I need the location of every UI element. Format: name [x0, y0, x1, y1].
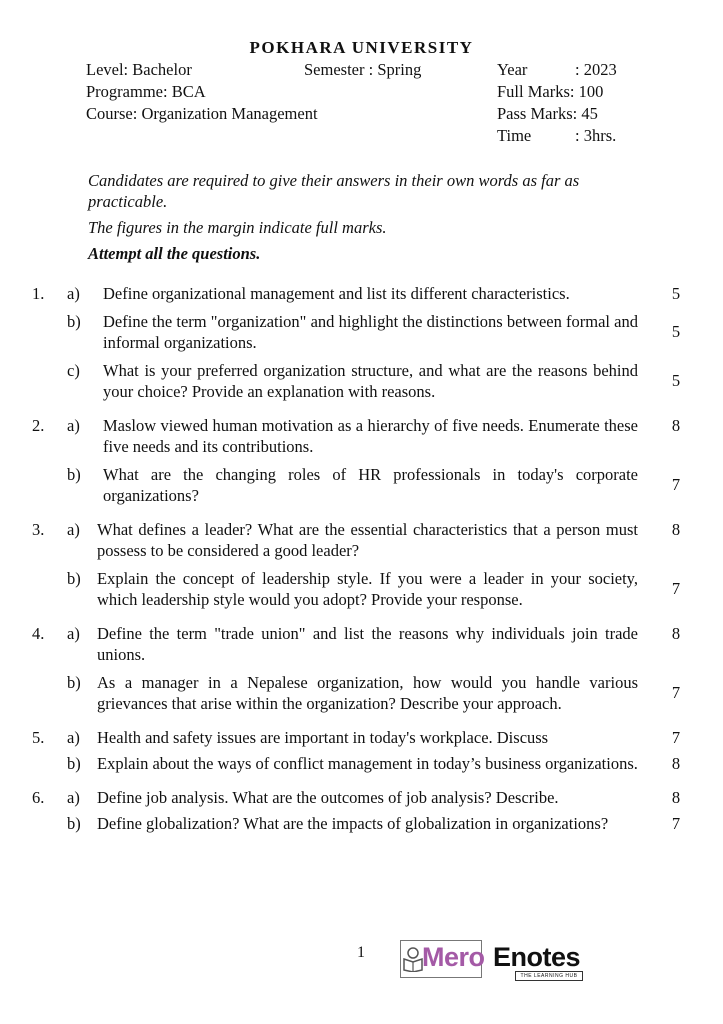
part-marks: 7	[671, 727, 681, 747]
exam-info-right	[497, 59, 617, 147]
part-label: b)	[67, 464, 81, 484]
part-marks: 5	[671, 284, 681, 303]
time-label: Time	[497, 126, 532, 145]
full-marks: Full Marks: 100	[497, 82, 604, 101]
question-part	[0, 568, 723, 611]
question-3	[0, 519, 723, 611]
exam-info-middle	[304, 59, 421, 81]
logo-text-enotes: Enotes	[493, 942, 581, 972]
question-number: 3.	[32, 519, 45, 539]
question-part	[0, 360, 723, 403]
question-part	[0, 519, 723, 562]
book-reader-icon	[403, 946, 423, 972]
part-label: b)	[67, 672, 81, 692]
programme: Programme: BCA	[86, 82, 206, 101]
year-value: : 2023	[575, 60, 617, 79]
part-marks: 8	[671, 787, 681, 807]
question-part	[0, 623, 723, 666]
meroenotes-logo	[400, 938, 592, 982]
part-text: Explain the concept of leadership style. If you were a leader in your society, which leadership style would you adopt? Provide your response.	[97, 568, 638, 609]
part-label: a)	[67, 415, 80, 435]
question-2	[0, 415, 723, 507]
part-marks: 7	[671, 682, 681, 702]
part-text: What defines a leader? What are the essential characteristics that a person must possess to be considered a good leader?	[97, 519, 638, 560]
part-text: Define organizational management and list its different characteristics.	[103, 284, 570, 303]
year-label: Year	[497, 60, 528, 79]
part-text: What is your preferred organization structure, and what are the reasons behind your choice? Provide an explanation with reasons.	[103, 360, 638, 401]
part-marks: 8	[671, 623, 681, 643]
question-number: 1.	[32, 284, 45, 303]
question-part	[0, 464, 723, 507]
part-marks: 8	[671, 519, 681, 539]
question-part	[0, 415, 723, 458]
part-marks: 7	[671, 814, 681, 833]
question-part	[0, 787, 723, 809]
instruction-attempt-all: Attempt all the questions.	[88, 244, 261, 263]
instruction-own-words: Candidates are required to give their answers in their own words as far as practicable.	[88, 171, 580, 211]
logo-text-mero: Mero	[422, 942, 485, 972]
question-5	[0, 727, 723, 775]
question-part	[0, 311, 723, 354]
course: Course: Organization Management	[86, 104, 318, 123]
part-marks: 7	[671, 474, 681, 494]
part-text: Define the term "trade union" and list the reasons why individuals join trade unions.	[97, 623, 638, 664]
part-marks: 5	[671, 321, 681, 341]
part-label: a)	[67, 519, 80, 539]
part-text: Define globalization? What are the impacts of globalization in organizations?	[97, 814, 609, 833]
page-number: 1	[357, 944, 365, 961]
instruction-marks: The figures in the margin indicate full marks.	[88, 218, 387, 237]
part-text: Health and safety issues are important in today's workplace. Discuss	[97, 727, 549, 747]
question-number: 5.	[32, 727, 45, 747]
part-text: As a manager in a Nepalese organization, how would you handle various grievances that arise within the organization? Describe your approach.	[97, 672, 638, 713]
level: Level: Bachelor	[86, 60, 192, 79]
part-marks: 7	[671, 578, 681, 598]
part-label: b)	[67, 754, 81, 773]
pass-marks: Pass Marks: 45	[497, 104, 598, 123]
semester: Semester : Spring	[304, 60, 422, 79]
question-part	[0, 813, 723, 835]
exam-info-left	[86, 59, 318, 125]
part-text: Define job analysis. What are the outcomes of job analysis? Describe.	[97, 787, 559, 807]
logo-tagline: THE LEARNING HUB	[515, 971, 583, 981]
question-part	[0, 672, 723, 715]
question-1	[0, 283, 723, 403]
part-text: Maslow viewed human motivation as a hierarchy of five needs. Enumerate these five needs and its contributions.	[103, 415, 638, 456]
part-marks: 8	[671, 415, 681, 435]
question-number: 2.	[32, 415, 45, 435]
part-label: a)	[67, 727, 80, 747]
part-label: b)	[67, 814, 81, 833]
time-value: : 3hrs.	[575, 126, 617, 145]
part-text: Define the term "organization" and highlight the distinctions between formal and informal organizations.	[103, 311, 638, 352]
part-label: b)	[67, 311, 81, 331]
question-part	[0, 727, 723, 749]
part-label: c)	[67, 360, 80, 380]
question-6	[0, 787, 723, 835]
question-number: 6.	[32, 787, 45, 807]
question-4	[0, 623, 723, 715]
part-label: a)	[67, 787, 80, 807]
part-marks: 8	[671, 754, 681, 773]
part-label: a)	[67, 284, 80, 303]
part-text: Explain about the ways of conflict management in today’s business organizations.	[97, 754, 638, 773]
part-label: b)	[67, 568, 81, 588]
year-row	[497, 59, 617, 81]
part-text: What are the changing roles of HR professionals in today's corporate organizations?	[103, 464, 638, 505]
part-marks: 5	[671, 370, 681, 390]
question-part	[0, 753, 723, 775]
instructions	[88, 170, 638, 269]
question-part	[0, 283, 723, 305]
part-label: a)	[67, 623, 80, 643]
time-row	[497, 125, 617, 147]
question-list	[0, 283, 723, 835]
university-title: POKHARA UNIVERSITY	[249, 38, 474, 57]
question-number: 4.	[32, 623, 45, 643]
